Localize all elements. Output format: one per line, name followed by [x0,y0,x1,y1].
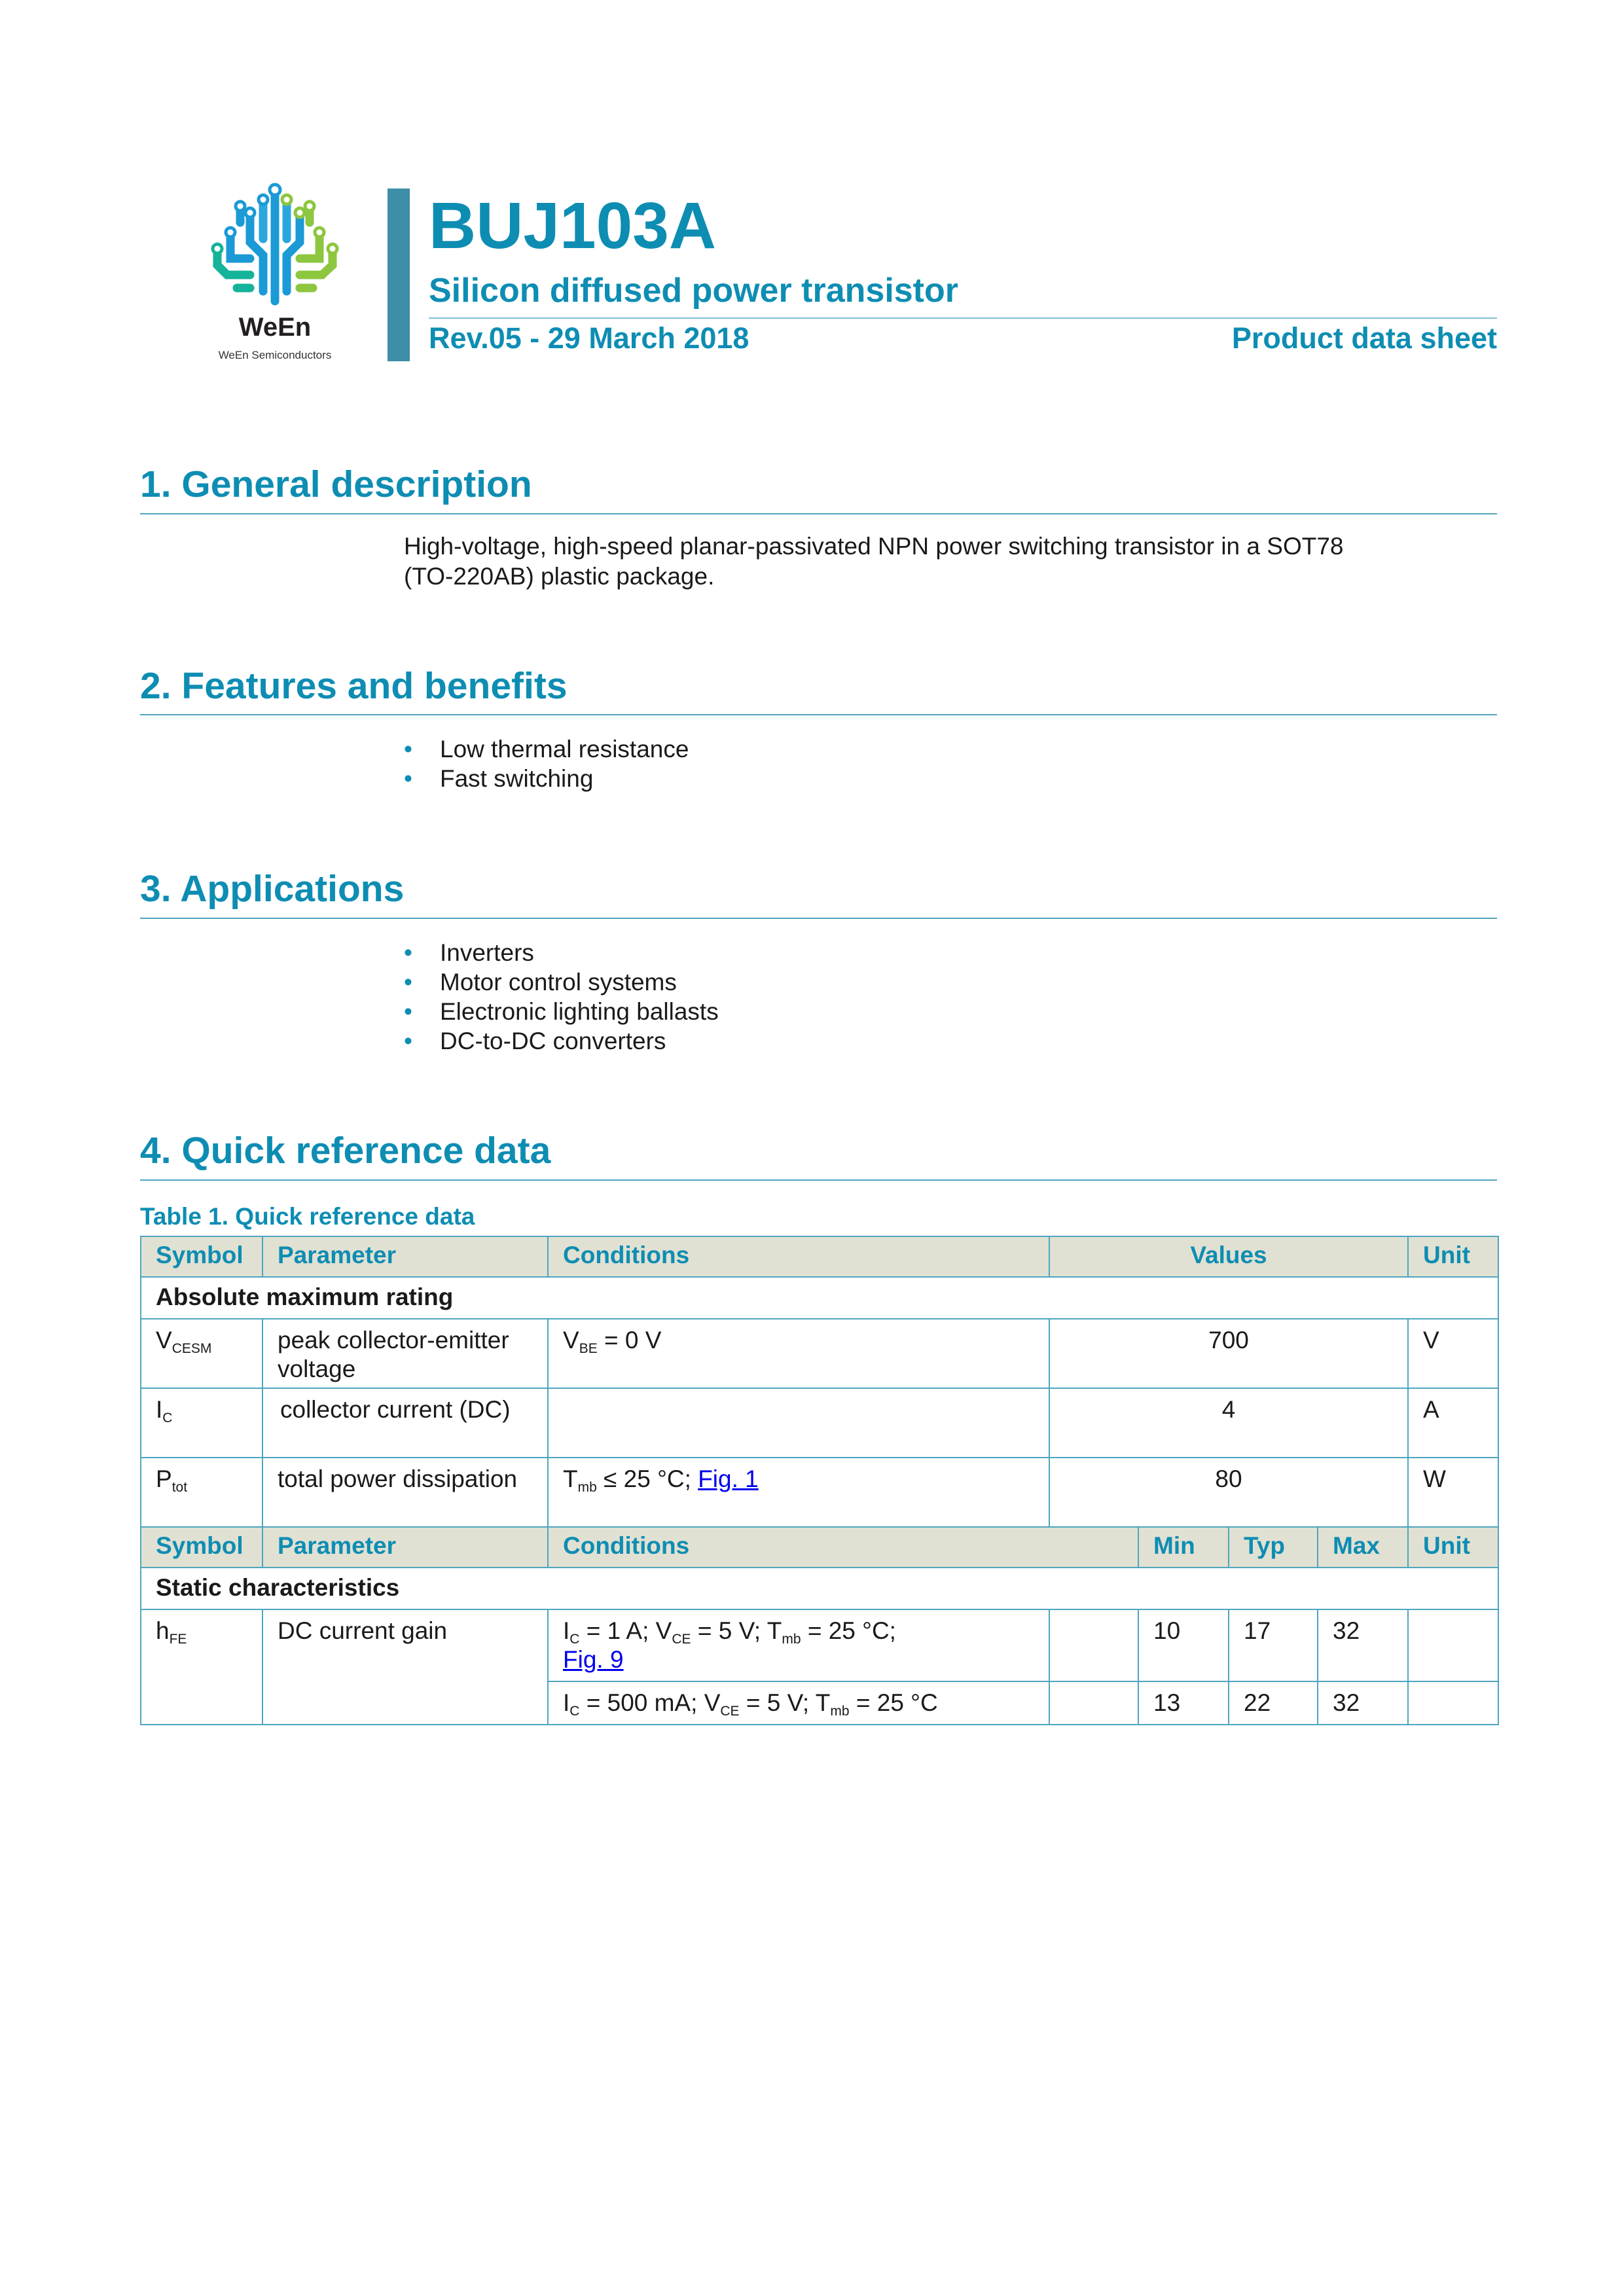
header-divider [429,317,1497,319]
condition-subscript: CE [672,1632,691,1647]
column-header-parameter: Parameter [262,1236,548,1277]
description-line: High-voltage, high-speed planar-passivated NPN power switching transistor in a SOT78 [404,533,1344,560]
revision-date: Rev.05 - 29 March 2018 [429,321,749,355]
brand-subtitle: WeEn Semiconductors [218,349,332,361]
list-item-text: Motor control systems [440,969,677,996]
brand-name: WeEn [238,313,312,342]
section-divider [140,918,1497,919]
section-divider [140,513,1497,514]
symbol-subscript: CESM [171,1341,212,1356]
list-item [404,938,719,967]
table-caption: Table 1. Quick reference data [140,1203,475,1230]
section-heading-features: 2. Features and benefits [140,665,568,707]
parameter-cell: total power dissipation [262,1458,548,1527]
condition-text: V [563,1327,579,1354]
unit-cell [1408,1609,1498,1681]
parameter-cell: DC current gain [262,1609,548,1725]
condition-subscript: C [569,1704,580,1719]
figure-1-link[interactable]: Fig. 1 [698,1465,759,1492]
symbol-subscript: FE [169,1632,187,1647]
condition-subscript: mb [830,1704,850,1719]
header-accent-bar [388,188,410,361]
typ-cell: 22 [1229,1681,1318,1725]
general-description-text [404,531,1386,592]
column-header-conditions: Conditions [548,1236,1049,1277]
column-header-min: Min [1138,1527,1229,1568]
table-group-row [141,1277,1498,1319]
conditions-cell [548,1458,1049,1527]
list-item-text: Low thermal resistance [440,736,689,762]
symbol-subscript: C [162,1410,173,1426]
parameter-text: peak collector-emitter [278,1327,509,1354]
part-number-title: BUJ103A [429,189,717,262]
condition-text: ≤ 25 °C; [596,1465,698,1492]
parameter-cell: collector current (DC) [262,1388,548,1458]
section-divider [140,714,1497,715]
conditions-cell [548,1681,1049,1725]
applications-list [404,938,719,1056]
list-item [404,967,719,997]
condition-text: = 25 °C [849,1689,938,1716]
list-item [404,734,689,764]
list-item-text: Inverters [440,939,534,966]
table-header-row [141,1236,1498,1277]
document-subtitle: Silicon diffused power transistor [429,272,958,310]
condition-text: = 25 °C; [801,1617,896,1644]
column-header-max: Max [1318,1527,1408,1568]
condition-text: I [563,1617,570,1644]
symbol-text: h [156,1617,170,1644]
symbol-text: P [156,1465,172,1492]
parameter-cell [262,1319,548,1388]
condition-text: = 500 mA; V [579,1689,721,1716]
column-header-symbol: Symbol [141,1236,262,1277]
condition-text: = 5 V; T [739,1689,831,1716]
column-header-unit: Unit [1408,1236,1498,1277]
max-cell: 32 [1318,1609,1408,1681]
parameter-text: voltage [278,1355,356,1382]
symbol-cell [141,1388,262,1458]
spacer-cell [1049,1681,1138,1725]
section-divider [140,1179,1497,1181]
column-header-symbol: Symbol [141,1527,262,1568]
group-label-static-characteristics: Static characteristics [141,1568,1498,1609]
condition-subscript: C [569,1632,580,1647]
list-item-text: DC-to-DC converters [440,1028,666,1054]
bullet-icon: • [404,765,412,792]
table-row [141,1458,1498,1527]
symbol-cell [141,1609,262,1725]
list-item [404,764,689,793]
conditions-cell [548,1388,1049,1458]
min-cell: 13 [1138,1681,1229,1725]
list-item [404,1026,719,1056]
value-cell: 700 [1049,1319,1408,1388]
value-cell: 4 [1049,1388,1408,1458]
condition-subscript: mb [782,1632,801,1647]
spacer-cell [1049,1609,1138,1681]
condition-text: = 1 A; V [579,1617,672,1644]
value-cell: 80 [1049,1458,1408,1527]
max-cell: 32 [1318,1681,1408,1725]
condition-text: T [563,1465,578,1492]
condition-text: = 5 V; T [691,1617,782,1644]
quick-reference-table [140,1236,1499,1725]
condition-text: I [563,1689,570,1716]
tree-logo-icon [211,177,339,308]
table-group-row [141,1568,1498,1609]
features-list [404,734,689,793]
section-heading-general: 1. General description [140,463,532,505]
table-row [141,1609,1498,1681]
document-type: Product data sheet [1231,321,1497,355]
unit-cell: A [1408,1388,1498,1458]
condition-line [563,1617,1034,1645]
unit-cell [1408,1681,1498,1725]
column-header-typ: Typ [1229,1527,1318,1568]
group-label-absolute-maximum: Absolute maximum rating [141,1277,1498,1319]
column-header-parameter: Parameter [262,1527,548,1568]
bullet-icon: • [404,998,412,1025]
column-header-unit: Unit [1408,1527,1498,1568]
symbol-cell [141,1458,262,1527]
table-row [141,1388,1498,1458]
list-item-text: Electronic lighting ballasts [440,998,719,1025]
condition-subscript: BE [579,1341,598,1356]
conditions-cell [548,1609,1049,1681]
symbol-subscript: tot [171,1480,188,1495]
unit-cell: W [1408,1458,1498,1527]
column-header-conditions: Conditions [548,1527,1138,1568]
description-line: (TO-220AB) plastic package. [404,563,715,590]
column-header-values: Values [1049,1236,1408,1277]
symbol-cell [141,1319,262,1388]
symbol-text: I [156,1396,163,1423]
bullet-icon: • [404,736,412,762]
bullet-icon: • [404,1028,412,1054]
typ-cell: 17 [1229,1609,1318,1681]
symbol-text: V [156,1327,172,1354]
section-heading-applications: 3. Applications [140,868,405,910]
condition-subscript: mb [577,1480,597,1495]
figure-9-link[interactable]: Fig. 9 [563,1646,624,1673]
unit-cell: V [1408,1319,1498,1388]
min-cell: 10 [1138,1609,1229,1681]
section-heading-quick-reference: 4. Quick reference data [140,1130,551,1172]
condition-subscript: CE [720,1704,740,1719]
ween-logo [196,177,353,373]
condition-text: = 0 V [597,1327,662,1354]
table-header-row [141,1527,1498,1568]
bullet-icon: • [404,939,412,966]
list-item-text: Fast switching [440,765,594,792]
conditions-cell [548,1319,1049,1388]
list-item [404,997,719,1026]
bullet-icon: • [404,969,412,996]
table-row [141,1319,1498,1388]
